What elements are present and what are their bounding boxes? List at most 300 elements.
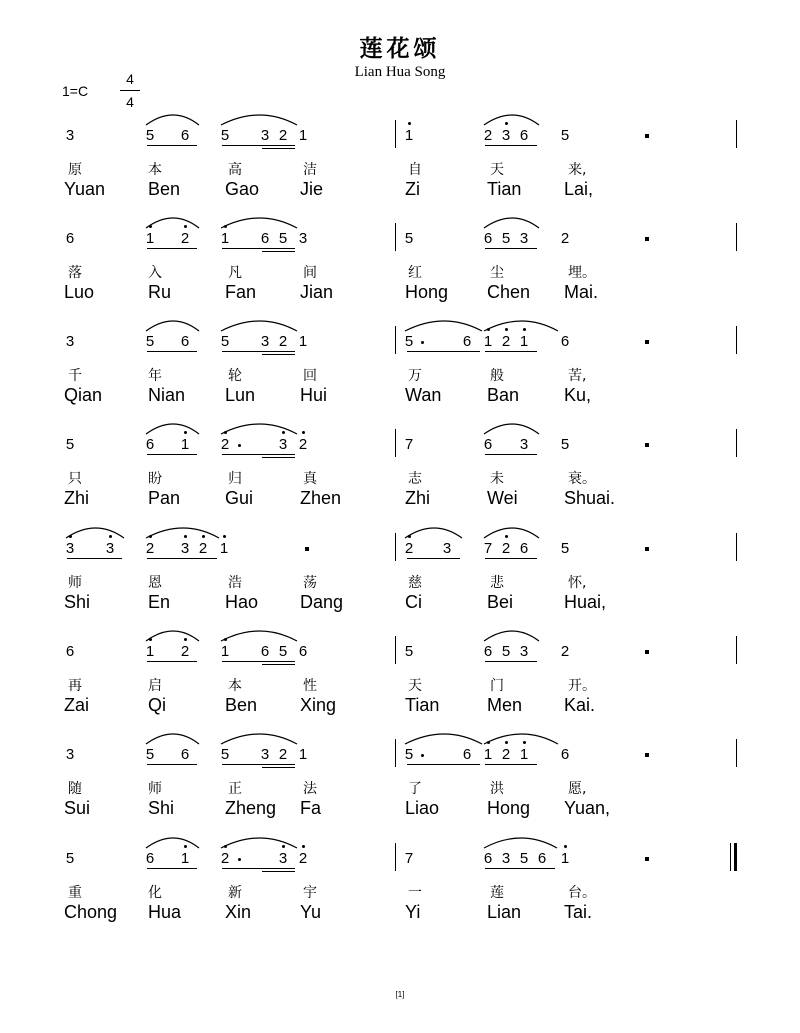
note: 5 [560, 127, 570, 144]
note: 7 [404, 850, 414, 867]
note: 2 [298, 850, 308, 867]
note: 5 [145, 746, 155, 763]
song-title: 莲花颂 [359, 35, 441, 62]
lyric-chinese: 凡 [228, 265, 242, 281]
lyric-pinyin: Tai. [564, 902, 593, 922]
barline [736, 739, 737, 767]
rhythm-underline [147, 764, 197, 765]
lyric-chinese: 再 [68, 678, 82, 694]
note: 1 [180, 436, 190, 453]
note: 1 [483, 333, 493, 350]
rhythm-underline [485, 145, 537, 146]
rest-dot [645, 857, 649, 861]
note: 3 [65, 746, 75, 763]
note: 6 [65, 643, 75, 660]
lyric-pinyin: Qi [148, 695, 166, 715]
note: 3 [260, 746, 270, 763]
octave-dot [282, 431, 285, 434]
lyric-pinyin: Yuan [64, 179, 106, 199]
lyric-chinese: 愿, [568, 781, 587, 797]
note: 2 [560, 230, 570, 247]
note: 2 [404, 540, 414, 557]
lyric-chinese: 怀, [568, 575, 587, 591]
note: 6 [298, 643, 308, 660]
barline [395, 326, 396, 354]
octave-dot [223, 535, 226, 538]
lyric-chinese: 红 [408, 265, 422, 281]
lyric-chinese: 归 [228, 471, 242, 487]
lyric-chinese: 天 [490, 162, 504, 178]
augmentation-dot [421, 754, 424, 757]
note: 6 [260, 230, 270, 247]
note: 5 [404, 746, 414, 763]
lyric-chinese: 化 [148, 885, 162, 901]
lyric-pinyin: Shi [148, 798, 175, 818]
note: 5 [145, 333, 155, 350]
rhythm-underline [67, 558, 122, 559]
note: 6 [145, 850, 155, 867]
rhythm-underline [262, 767, 295, 768]
lyric-pinyin: Zai [64, 695, 90, 715]
note: 5 [519, 850, 529, 867]
octave-dot [184, 431, 187, 434]
lyric-pinyin: Pan [148, 488, 181, 508]
lyric-chinese: 间 [303, 265, 317, 281]
lyric-chinese: 盼 [148, 471, 162, 487]
octave-dot [302, 431, 305, 434]
barline [395, 223, 396, 251]
barline [395, 739, 396, 767]
lyric-pinyin: Wei [487, 488, 518, 508]
lyric-chinese: 只 [68, 471, 82, 487]
lyric-chinese: 回 [303, 368, 317, 384]
lyric-pinyin: Nian [148, 385, 186, 405]
note: 2 [501, 540, 511, 557]
lyric-chinese: 入 [148, 265, 162, 281]
rest-dot [645, 340, 649, 344]
lyric-chinese: 来, [568, 162, 587, 178]
lyric-chinese: 埋。 [568, 265, 596, 281]
lyric-pinyin: Ru [148, 282, 172, 302]
lyric-chinese: 千 [68, 368, 82, 384]
lyric-chinese: 浩 [228, 575, 242, 591]
lyric-chinese: 尘 [490, 265, 504, 281]
final-barline-thin [730, 843, 731, 871]
note: 3 [260, 127, 270, 144]
lyric-chinese: 法 [303, 781, 317, 797]
note: 2 [180, 643, 190, 660]
lyric-chinese: 衰。 [568, 471, 596, 487]
lyric-chinese: 万 [408, 368, 422, 384]
lyric-chinese: 慈 [408, 575, 422, 591]
note: 3 [278, 436, 288, 453]
note: 5 [501, 643, 511, 660]
barline [736, 429, 737, 457]
lyric-pinyin: Lai, [564, 179, 594, 199]
rest-dot [645, 443, 649, 447]
lyric-chinese: 般 [490, 368, 504, 384]
note: 1 [519, 746, 529, 763]
note: 6 [560, 746, 570, 763]
octave-dot [109, 535, 112, 538]
note: 5 [404, 643, 414, 660]
lyric-pinyin: Men [487, 695, 523, 715]
note: 5 [278, 643, 288, 660]
octave-dot [184, 535, 187, 538]
lyric-chinese: 师 [148, 781, 162, 797]
lyric-chinese: 新 [228, 885, 242, 901]
lyric-chinese: 志 [408, 471, 422, 487]
lyric-pinyin: Zi [405, 179, 420, 199]
octave-dot [202, 535, 205, 538]
octave-dot [149, 225, 152, 228]
barline [736, 223, 737, 251]
octave-dot [224, 225, 227, 228]
note: 6 [145, 436, 155, 453]
lyric-pinyin: Huai, [564, 592, 607, 612]
lyric-chinese: 本 [148, 162, 162, 178]
lyric-chinese: 高 [228, 162, 242, 178]
lyric-chinese: 真 [303, 471, 317, 487]
lyric-pinyin: Kai. [564, 695, 596, 715]
lyric-chinese: 年 [148, 368, 162, 384]
song-subtitle: Lian Hua Song [354, 64, 446, 80]
note: 6 [560, 333, 570, 350]
note: 6 [260, 643, 270, 660]
lyric-chinese: 了 [408, 781, 422, 797]
lyric-pinyin: Jie [300, 179, 324, 199]
note: 1 [483, 746, 493, 763]
lyric-pinyin: Qian [64, 385, 103, 405]
rest-dot [645, 237, 649, 241]
note: 6 [483, 850, 493, 867]
note: 3 [501, 127, 511, 144]
lyric-chinese: 苦, [568, 368, 587, 384]
barline [736, 120, 737, 148]
note: 1 [180, 850, 190, 867]
lyric-pinyin: Luo [64, 282, 95, 302]
lyric-pinyin: Zhi [64, 488, 90, 508]
octave-dot [184, 638, 187, 641]
rhythm-underline [262, 354, 295, 355]
barline [736, 636, 737, 664]
note: 1 [145, 230, 155, 247]
note: 7 [483, 540, 493, 557]
note: 2 [180, 230, 190, 247]
note: 1 [220, 643, 230, 660]
rhythm-underline [147, 248, 197, 249]
note: 3 [442, 540, 452, 557]
octave-dot [408, 535, 411, 538]
note: 2 [278, 746, 288, 763]
octave-dot [523, 741, 526, 744]
lyric-chinese: 原 [68, 162, 82, 178]
lyric-chinese: 台。 [568, 885, 596, 901]
octave-dot [149, 638, 152, 641]
lyric-pinyin: Dang [300, 592, 344, 612]
lyric-pinyin: Wan [405, 385, 442, 405]
note: 5 [278, 230, 288, 247]
lyric-pinyin: Hong [487, 798, 531, 818]
lyric-pinyin: Ben [148, 179, 181, 199]
note: 2 [220, 850, 230, 867]
note: 6 [537, 850, 547, 867]
lyric-pinyin: Zheng [225, 798, 277, 818]
lyric-chinese: 悲 [490, 575, 504, 591]
lyric-pinyin: Shuai. [564, 488, 616, 508]
note: 6 [180, 127, 190, 144]
rhythm-underline [262, 661, 295, 662]
time-denominator: 4 [126, 94, 134, 110]
rhythm-underline [262, 351, 295, 352]
octave-dot [149, 535, 152, 538]
lyric-chinese: 师 [68, 575, 82, 591]
lyric-pinyin: Ku, [564, 385, 592, 405]
note: 2 [501, 746, 511, 763]
note: 3 [105, 540, 115, 557]
lyric-pinyin: Yi [405, 902, 421, 922]
lyric-pinyin: Jian [300, 282, 334, 302]
note: 6 [483, 436, 493, 453]
note: 3 [65, 333, 75, 350]
barline [395, 120, 396, 148]
octave-dot [505, 535, 508, 538]
rhythm-underline [262, 251, 295, 252]
augmentation-dot [238, 444, 241, 447]
note: 3 [298, 230, 308, 247]
key-signature: 1=C [62, 83, 89, 99]
lyric-chinese: 自 [408, 162, 422, 178]
lyric-pinyin: Ban [487, 385, 520, 405]
lyric-chinese: 轮 [228, 368, 242, 384]
augmentation-dot [238, 858, 241, 861]
lyric-pinyin: Hong [405, 282, 449, 302]
lyric-chinese: 启 [148, 678, 162, 694]
rhythm-underline [147, 351, 197, 352]
rest-dot [645, 650, 649, 654]
lyric-pinyin: Lian [487, 902, 522, 922]
lyric-chinese: 开。 [568, 678, 596, 694]
note: 1 [560, 850, 570, 867]
note: 5 [220, 333, 230, 350]
note: 2 [278, 333, 288, 350]
note: 6 [180, 746, 190, 763]
note: 3 [501, 850, 511, 867]
note: 3 [519, 436, 529, 453]
rest-dot [645, 547, 649, 551]
rhythm-underline [485, 558, 537, 559]
rhythm-underline [262, 868, 295, 869]
note: 5 [560, 540, 570, 557]
lyric-chinese: 本 [228, 678, 242, 694]
rhythm-underline [485, 661, 537, 662]
lyric-pinyin: Mai. [564, 282, 599, 302]
rest-dot [645, 753, 649, 757]
lyric-pinyin: Xing [300, 695, 337, 715]
octave-dot [282, 845, 285, 848]
rhythm-underline [147, 868, 197, 869]
lyric-chinese: 重 [68, 885, 82, 901]
note: 1 [298, 746, 308, 763]
octave-dot [184, 845, 187, 848]
note: 1 [519, 333, 529, 350]
rhythm-underline [262, 871, 295, 872]
lyric-chinese: 荡 [303, 575, 317, 591]
note: 5 [65, 850, 75, 867]
lyric-pinyin: Fan [225, 282, 257, 302]
note: 6 [483, 230, 493, 247]
note: 6 [483, 643, 493, 660]
lyric-pinyin: Yuan, [564, 798, 611, 818]
note: 6 [462, 746, 472, 763]
note: 5 [404, 230, 414, 247]
note: 1 [145, 643, 155, 660]
note: 5 [404, 333, 414, 350]
note: 1 [220, 230, 230, 247]
octave-dot [69, 535, 72, 538]
lyric-pinyin: Shi [64, 592, 91, 612]
octave-dot [224, 845, 227, 848]
rhythm-underline [485, 868, 555, 869]
lyric-chinese: 莲 [490, 885, 504, 901]
barline [395, 636, 396, 664]
rhythm-underline [262, 148, 295, 149]
lyric-pinyin: Bei [487, 592, 514, 612]
lyric-chinese: 一 [408, 885, 422, 901]
note: 5 [65, 436, 75, 453]
note: 6 [519, 127, 529, 144]
note: 5 [145, 127, 155, 144]
lyric-pinyin: Hao [225, 592, 259, 612]
lyric-pinyin: Zhi [405, 488, 431, 508]
rhythm-underline [182, 558, 217, 559]
rhythm-underline [485, 454, 537, 455]
lyric-chinese: 洪 [490, 781, 504, 797]
rhythm-underline [407, 764, 480, 765]
rhythm-underline [262, 764, 295, 765]
lyric-chinese: 洁 [303, 162, 317, 178]
lyric-pinyin: Gao [225, 179, 260, 199]
note: 6 [65, 230, 75, 247]
lyric-pinyin: Chen [487, 282, 531, 302]
lyric-pinyin: Zhen [300, 488, 342, 508]
octave-dot [523, 328, 526, 331]
note: 2 [501, 333, 511, 350]
barline [736, 533, 737, 561]
note: 3 [65, 540, 75, 557]
rhythm-underline [407, 351, 480, 352]
barline [395, 843, 396, 871]
octave-dot [505, 741, 508, 744]
barline [395, 429, 396, 457]
rhythm-underline [147, 454, 197, 455]
barline [395, 533, 396, 561]
rhythm-underline [147, 145, 197, 146]
note: 1 [298, 127, 308, 144]
octave-dot [564, 845, 567, 848]
note: 5 [220, 127, 230, 144]
final-barline-thick [734, 843, 737, 871]
note: 1 [404, 127, 414, 144]
note: 3 [519, 643, 529, 660]
note: 2 [560, 643, 570, 660]
rhythm-underline [407, 558, 460, 559]
rhythm-underline [262, 664, 295, 665]
lyric-pinyin: Gui [225, 488, 254, 508]
note: 3 [519, 230, 529, 247]
rhythm-underline [262, 457, 295, 458]
note: 2 [220, 436, 230, 453]
rhythm-underline [485, 248, 537, 249]
note: 6 [462, 333, 472, 350]
note: 5 [501, 230, 511, 247]
lyric-chinese: 宇 [303, 885, 317, 901]
rhythm-underline [262, 145, 295, 146]
time-numerator: 4 [126, 71, 134, 87]
note: 1 [219, 540, 229, 557]
barline [736, 326, 737, 354]
note: 2 [298, 436, 308, 453]
octave-dot [224, 638, 227, 641]
lyric-pinyin: Tian [487, 179, 522, 199]
lyric-pinyin: Sui [64, 798, 91, 818]
page-number: [1] [395, 990, 405, 999]
note: 2 [483, 127, 493, 144]
lyric-pinyin: En [148, 592, 171, 612]
octave-dot [302, 845, 305, 848]
note: 3 [278, 850, 288, 867]
lyric-pinyin: Hua [148, 902, 182, 922]
lyric-pinyin: Lun [225, 385, 256, 405]
rhythm-underline [147, 661, 197, 662]
lyric-pinyin: Ci [405, 592, 422, 612]
rhythm-underline [520, 764, 537, 765]
lyric-chinese: 随 [68, 781, 82, 797]
octave-dot [408, 122, 411, 125]
octave-dot [505, 122, 508, 125]
lyric-chinese: 未 [490, 471, 504, 487]
rhythm-underline [262, 454, 295, 455]
lyric-pinyin: Ben [225, 695, 258, 715]
octave-dot [224, 431, 227, 434]
octave-dot [487, 328, 490, 331]
rhythm-underline [147, 558, 182, 559]
lyric-chinese: 性 [303, 678, 317, 694]
rhythm-underline [262, 248, 295, 249]
note: 5 [220, 746, 230, 763]
note: 2 [198, 540, 208, 557]
note: 3 [260, 333, 270, 350]
lyric-pinyin: Tian [405, 695, 440, 715]
lyric-chinese: 落 [68, 265, 82, 281]
note: 6 [519, 540, 529, 557]
lyric-pinyin: Hui [300, 385, 328, 405]
lyric-pinyin: Liao [405, 798, 440, 818]
octave-dot [505, 328, 508, 331]
lyric-chinese: 恩 [148, 575, 162, 591]
augmentation-dot [421, 341, 424, 344]
note: 7 [404, 436, 414, 453]
lyric-pinyin: Xin [225, 902, 252, 922]
note: 2 [145, 540, 155, 557]
note: 2 [278, 127, 288, 144]
rest-dot [645, 134, 649, 138]
lyric-chinese: 天 [408, 678, 422, 694]
lyric-pinyin: Fa [300, 798, 322, 818]
octave-dot [184, 225, 187, 228]
lyric-chinese: 门 [490, 678, 504, 694]
lyric-pinyin: Chong [64, 902, 118, 922]
